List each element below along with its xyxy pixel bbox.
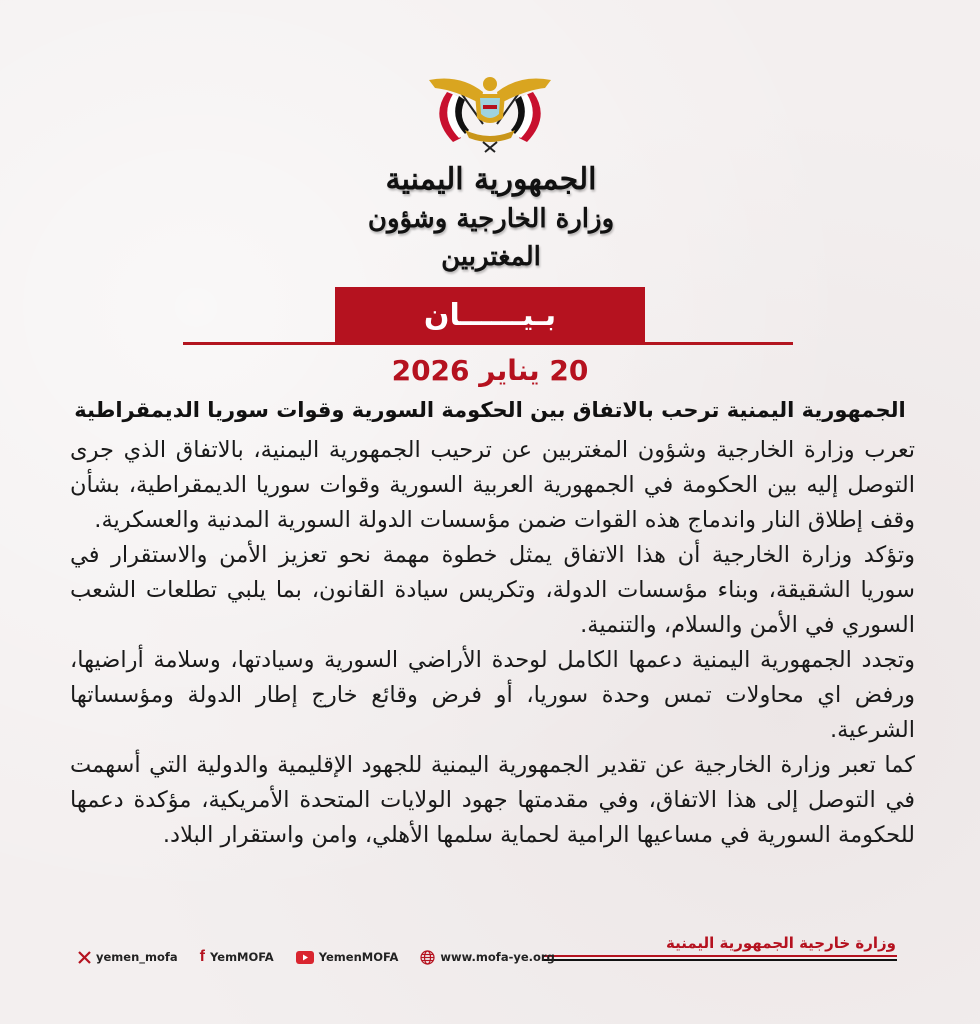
yemen-emblem-icon (425, 72, 555, 154)
social-website[interactable] (420, 950, 554, 965)
footer-flag-lines (542, 955, 897, 961)
social-facebook-label: YemMOFA (210, 950, 274, 964)
ministry-crest-text (360, 160, 622, 276)
social-youtube[interactable] (296, 950, 399, 964)
crest-line-1: الجمهورية اليمنية (385, 162, 597, 197)
x-icon (78, 951, 91, 964)
paragraph: وتؤكد وزارة الخارجية أن هذا الاتفاق يمثل خطوة مهمة نحو تعزيز الأمن والاستقرار في سوريا الشقيقة، وبناء مؤسسات الدولة، وتكريس سيادة القانون، بما يلبي تطلعات الشعب السوري في الأمن والسلام، والتنمية. (70, 542, 915, 638)
statement-headline: الجمهورية اليمنية ترحب بالاتفاق بين الحكومة السورية وقوات سوريا الديمقراطية (74, 398, 906, 422)
youtube-icon (296, 951, 314, 964)
social-x-label: yemen_mofa (96, 950, 178, 964)
social-website-label: www.mofa-ye.org (440, 950, 555, 964)
facebook-icon: f (199, 948, 205, 965)
statement-date: 20 يناير 2026 (391, 354, 589, 387)
paragraph: وتجدد الجمهورية اليمنية دعمها الكامل لوحدة الأراضي السورية وسيادتها، وسلامة أراضيها، ورفض اي محاولات تمس وحدة سوريا، أو فرض وقائع خارج إطار الدولة ومؤسساتها الشرعية. (70, 647, 915, 743)
crest-line-2: وزارة الخارجية وشؤون المغتربين (367, 204, 615, 272)
statement-title (335, 287, 645, 344)
paragraph: كما تعبر وزارة الخارجية عن تقدير الجمهورية اليمنية للجهود الإقليمية والدولية التي أسهمت في التوصل إلى هذا الاتفاق، وفي مقدمتها جهود الولايات المتحدة الأمريكية، مؤكدة دعمها للحكومة السورية في مساعيها الرامية لحماية سلمها الأهلي، وامن واستقرار البلاد. (70, 752, 915, 848)
statement-title-text: بـيــــــان (423, 298, 557, 333)
social-links (78, 948, 555, 966)
social-x[interactable] (78, 950, 178, 964)
social-facebook[interactable] (200, 948, 274, 966)
globe-icon (420, 950, 435, 965)
paragraph: تعرب وزارة الخارجية وشؤون المغتربين عن ترحيب الجمهورية اليمنية، بالاتفاق الذي جرى التوصل إليه بين الحكومة في الجمهورية العربية السورية وقوات سوريا الديمقراطية، بشأن وقف إطلاق النار واندماج هذه القوات ضمن مؤسسات الدولة السورية المدنية والعسكرية. (70, 437, 915, 533)
footer-brand: وزارة خارجية الجمهورية اليمنية (666, 934, 896, 952)
social-youtube-label: YemenMOFA (318, 950, 399, 964)
statement-body (70, 433, 915, 853)
